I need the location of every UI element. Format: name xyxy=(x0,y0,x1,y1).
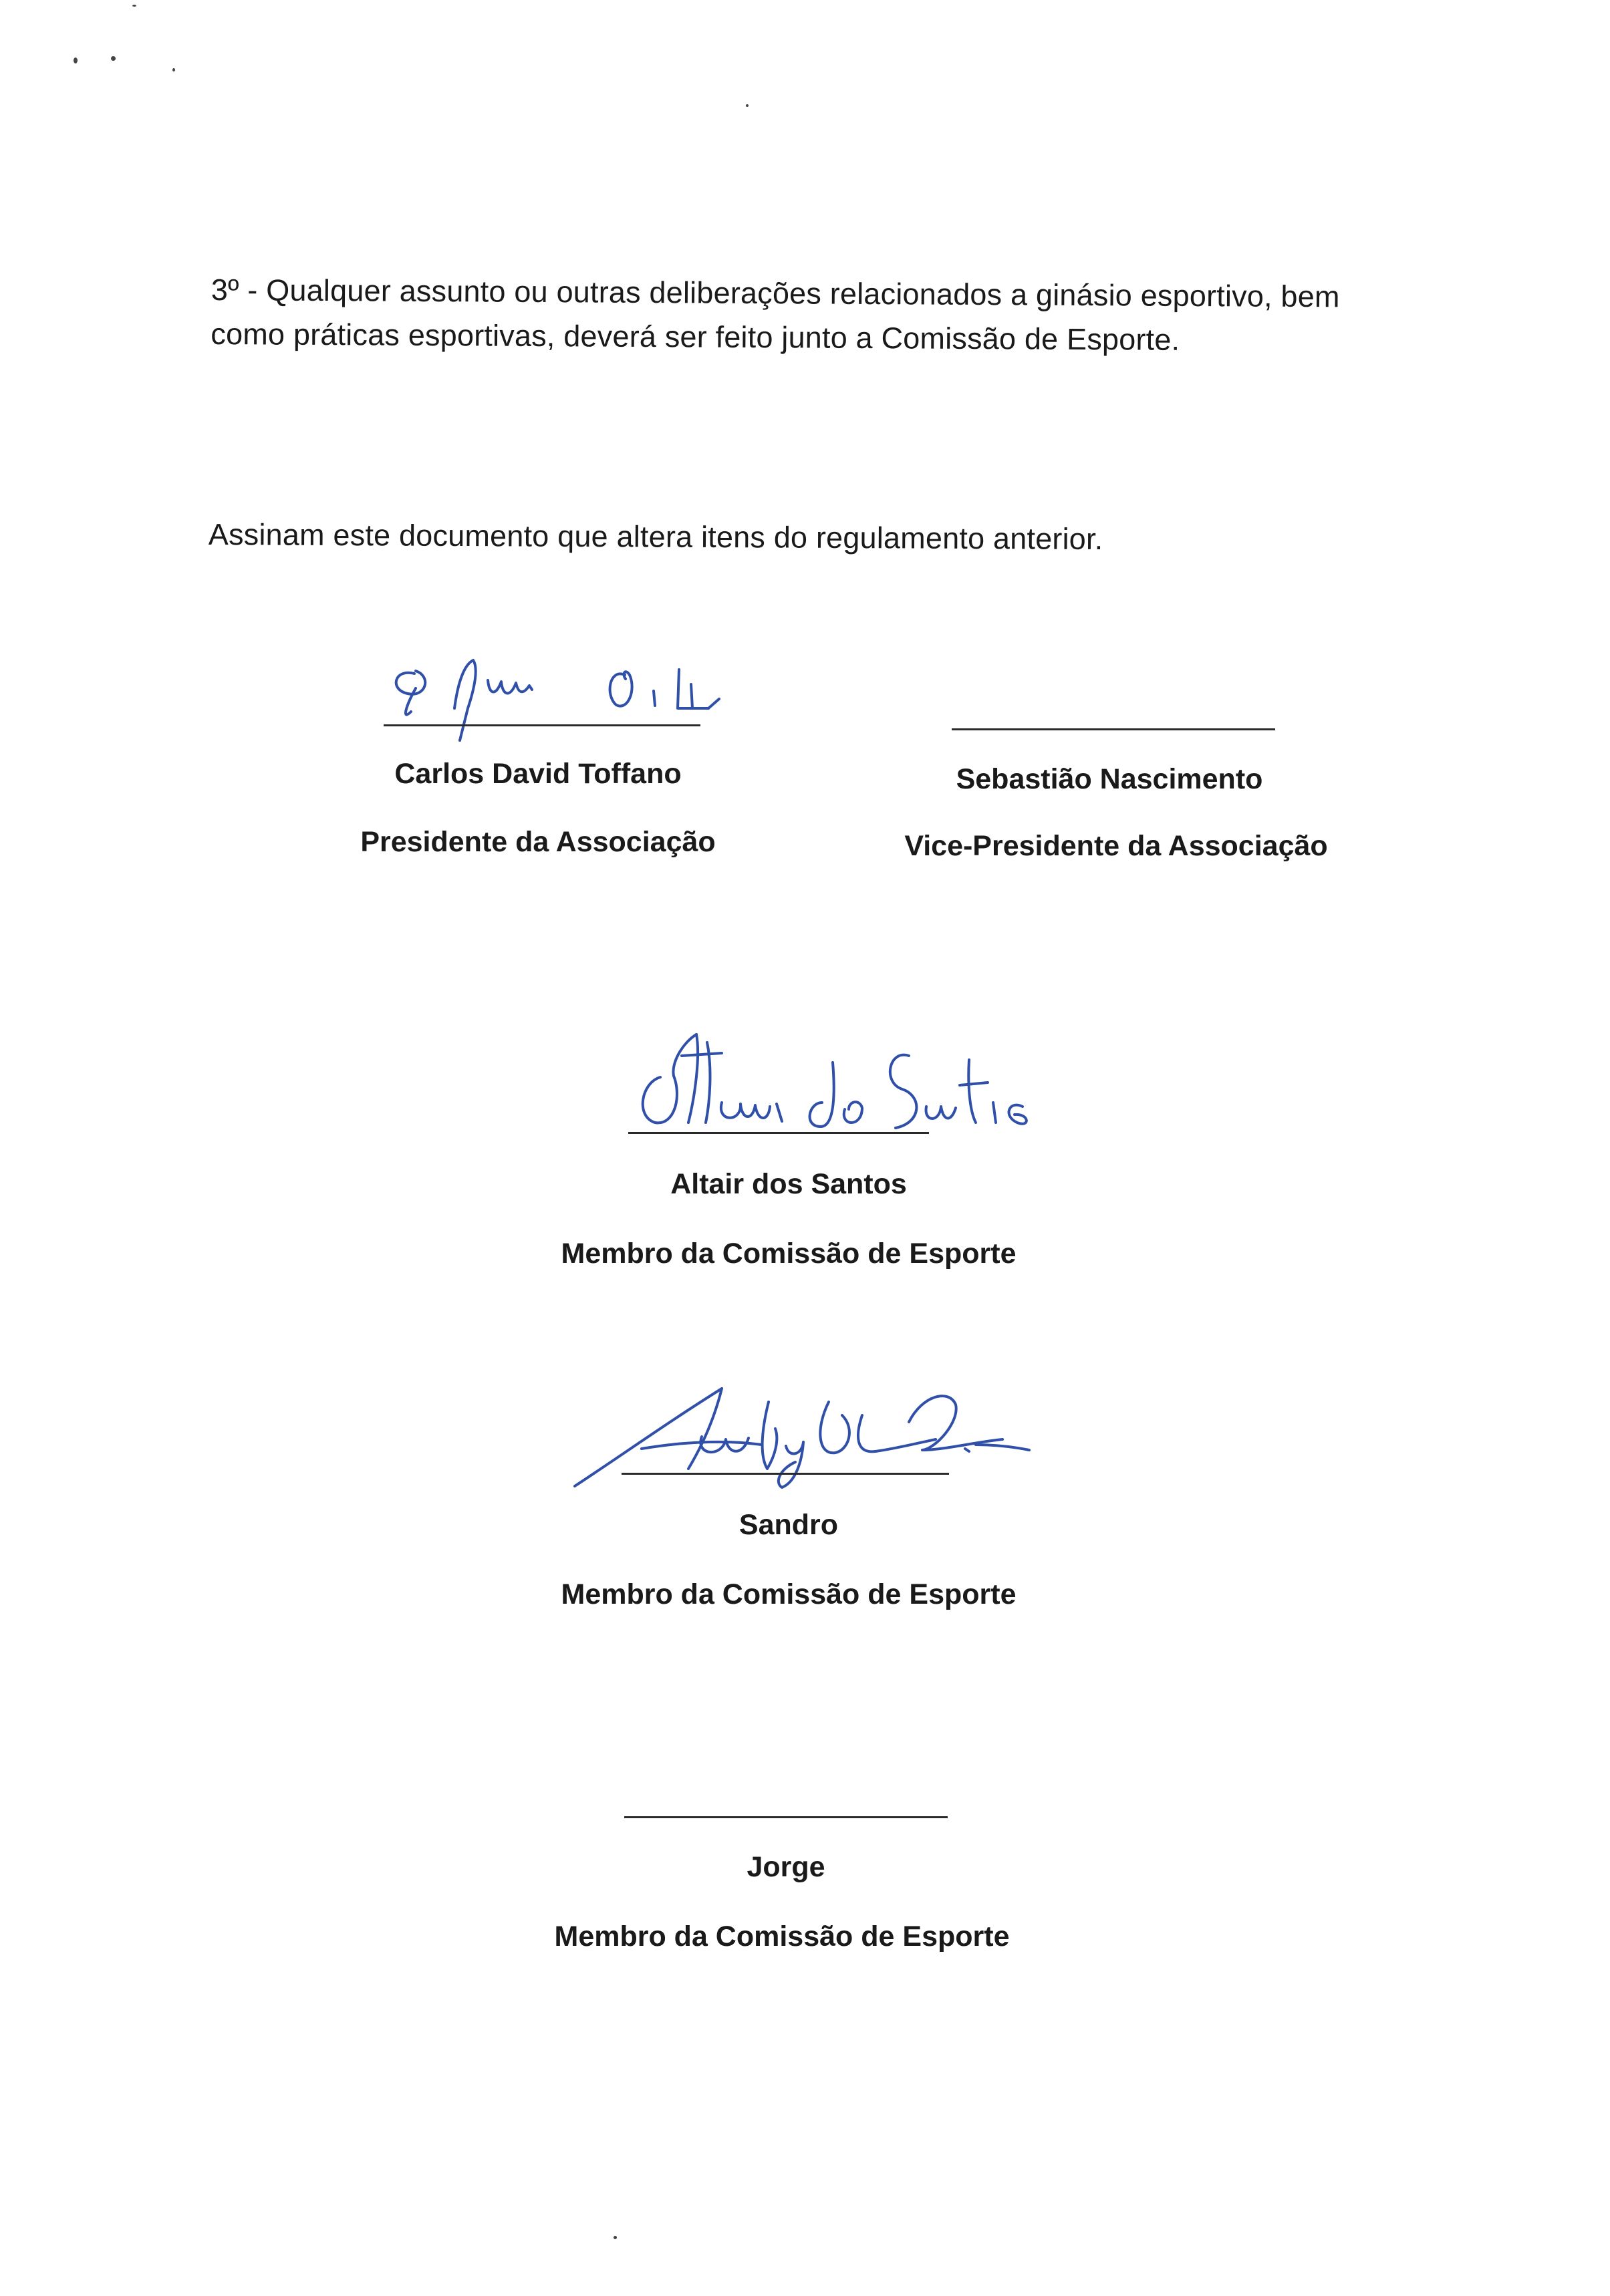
signatory-role-jorge: Membro da Comissão de Esporte xyxy=(554,1920,1010,1953)
signature-sandro xyxy=(561,1375,1043,1489)
signatory-name-altair: Altair dos Santos xyxy=(670,1168,907,1200)
signature-line-jorge xyxy=(624,1816,948,1818)
signatory-role-carlos: Presidente da Associação xyxy=(360,826,716,858)
scan-speck xyxy=(614,2236,617,2239)
scan-speck xyxy=(74,57,78,63)
signature-altair xyxy=(622,1016,1036,1136)
clause-paragraph: 3º - Qualquer assunto ou outras deliberações relacionados a ginásio esportivo, bem como práticas esportivas, deverá ser feito junto a Comissão de Esporte. xyxy=(211,272,1340,357)
signature-line-altair xyxy=(628,1132,929,1134)
signatory-role-altair: Membro da Comissão de Esporte xyxy=(561,1238,1017,1270)
signatory-name-jorge: Jorge xyxy=(747,1851,825,1883)
signatory-name-sandro: Sandro xyxy=(739,1509,839,1541)
signatory-role-sandro: Membro da Comissão de Esporte xyxy=(561,1578,1017,1610)
scan-speck xyxy=(111,56,116,61)
scan-speck xyxy=(172,68,175,71)
signatory-name-carlos: Carlos David Toffano xyxy=(394,758,682,790)
signature-line-sebastiao xyxy=(952,728,1275,730)
signatory-name-sebastiao: Sebastião Nascimento xyxy=(956,763,1263,795)
signature-line-carlos xyxy=(384,724,700,726)
scan-speck xyxy=(746,104,749,107)
closing-paragraph: Assinam este documento que altera itens do regulamento anterior. xyxy=(208,517,1103,557)
signature-line-sandro xyxy=(622,1473,949,1475)
scan-speck xyxy=(132,5,136,7)
signature-carlos xyxy=(374,641,775,742)
signatory-role-sebastiao: Vice-Presidente da Associação xyxy=(904,830,1328,862)
